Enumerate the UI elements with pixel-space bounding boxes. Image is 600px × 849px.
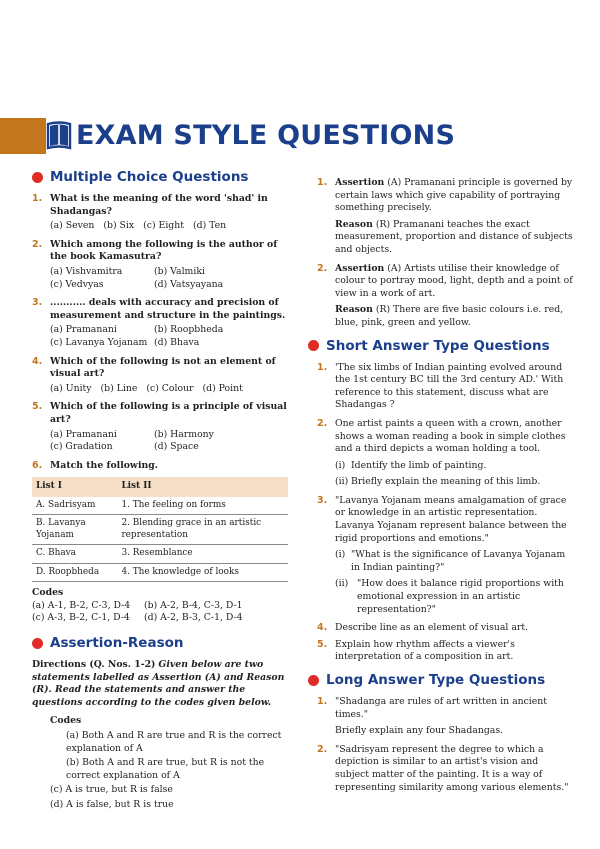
long-answer-heading: Long Answer Type Questions bbox=[308, 670, 573, 690]
assertion-reason-heading: Assertion-Reason bbox=[32, 633, 290, 653]
ar-directions: Directions (Q. Nos. 1-2) Given below are two statements labelled as Assertion (A) and Reason (R). Read the statements and answer the questions according to the codes given below. bbox=[32, 659, 285, 708]
table-row: A. Sadrisyam 1. The feeling on forms bbox=[32, 497, 288, 515]
sa-question-5: 5. Explain how rhythm affects a viewer's interpretation of a composition in art. bbox=[317, 638, 515, 663]
mcq-heading: Multiple Choice Questions bbox=[32, 167, 290, 187]
bullet-dot-icon bbox=[308, 675, 319, 686]
match-table bbox=[32, 477, 288, 582]
page-title: EXAM STYLE QUESTIONS bbox=[76, 120, 456, 151]
book-icon bbox=[44, 120, 74, 152]
right-column bbox=[317, 167, 573, 794]
short-answer-heading: Short Answer Type Questions bbox=[308, 336, 573, 356]
sa-question-4: 4. Describe line as an element of visual art. bbox=[317, 622, 529, 634]
left-column bbox=[32, 167, 290, 812]
table-header: List II bbox=[117, 477, 288, 497]
mcq-question-2: 2. Which among the following is the author of the book Kamasutra? (a) Vishvamitra (b) Valmiki (c) Vedvyas (d) Vatsyayana bbox=[32, 238, 278, 290]
title-banner-bar bbox=[0, 118, 46, 154]
match-codes: Codes (a) A-1, B-2, C-3, D-4 (b) A-2, B-4, C-3, D-1 (c) A-3, B-2, C-1, D-4 (d) A-2, B-3, C-1, D-4 bbox=[32, 587, 243, 624]
mcq-question-4: 4. Which of the following is not an element of visual art? (a) Unity (b) Line (c) Colour (d) Point bbox=[32, 355, 276, 394]
mcq-question-5: 5. Which of the following is a principle of visual art? (a) Pramanani (b) Harmony (c) Gradation (d) Space bbox=[32, 401, 287, 453]
ar-codes: Codes (a) Both A and R are true and R is the correct explanation of A (b) Both A and R are true, but R is not the correct explanation of A (c) A is true, but R is false (d) A is false, but R is true bbox=[50, 715, 282, 810]
ar-question-1: 1. Assertion (A) Pramanani principle is governed by certain laws which give capability of portraying something precisely. Reason (R) Pramanani teaches the exact measurement, proportion and distance of subjects and objects. bbox=[317, 177, 573, 255]
mcq-question-6: 6. Match the following. bbox=[32, 459, 158, 471]
table-row: C. Bhava 3. Resemblance bbox=[32, 545, 288, 564]
sa-question-1: 1. 'The six limbs of Indian painting evolved around the 1st century BC till the 3rd century AD.' With reference to this statement, discuss what are Shadangas ? bbox=[317, 361, 564, 411]
la-question-2: 2. "Sadrisyam represent the degree to which a depiction is similar to an artist's vision and subject matter of the painting. It is a way of representing similarity among various elements." bbox=[317, 743, 569, 793]
bullet-dot-icon bbox=[308, 340, 319, 351]
bullet-dot-icon bbox=[32, 172, 43, 183]
sa-question-3: 3. "Lavanya Yojanam means amalgamation of grace or knowledge in an artistic representation. Lavanya Yojanam represent balance between the rigid proportions and emotions." (i) "What is the significance of Lavanya Yojanam in Indian painting?" (ii) "How does it balance rigid proportions with emotional expression in an artistic representation?" bbox=[317, 494, 567, 615]
table-header: List I bbox=[32, 477, 117, 497]
table-row: B. Lavanya Yojanam 2. Blending grace in an artistic representation bbox=[32, 515, 288, 545]
la-question-1: 1. "Shadanga are rules of art written in ancient times." Briefly explain any four Shadangas. bbox=[317, 696, 547, 737]
mcq-question-1: 1. What is the meaning of the word 'shad' in Shadangas? (a) Seven (b) Six (c) Eight (d) Ten bbox=[32, 193, 268, 232]
sa-question-2: 2. One artist paints a queen with a crown, another shows a woman reading a book in simple clothes and a third depicts a woman holding a tool. (i) Identify the limb of painting. (ii) Briefly explain the meaning of this limb. bbox=[317, 417, 566, 488]
bullet-dot-icon bbox=[32, 638, 43, 649]
table-row: D. Roopbheda 4. The knowledge of looks bbox=[32, 563, 288, 582]
ar-question-2: 2. Assertion (A) Artists utilise their knowledge of colour to portray mood, light, depth and a point of view in a work of art. Reason (R) There are five basic colours i.e. red, blue, pink, green and yellow. bbox=[317, 262, 573, 328]
mcq-question-3: 3. ........... deals with accuracy and precision of measurement and structure in the paintings. (a) Pramanani (b) Roopbheda (c) Lavanya Yojanam (d) Bhava bbox=[32, 297, 286, 348]
